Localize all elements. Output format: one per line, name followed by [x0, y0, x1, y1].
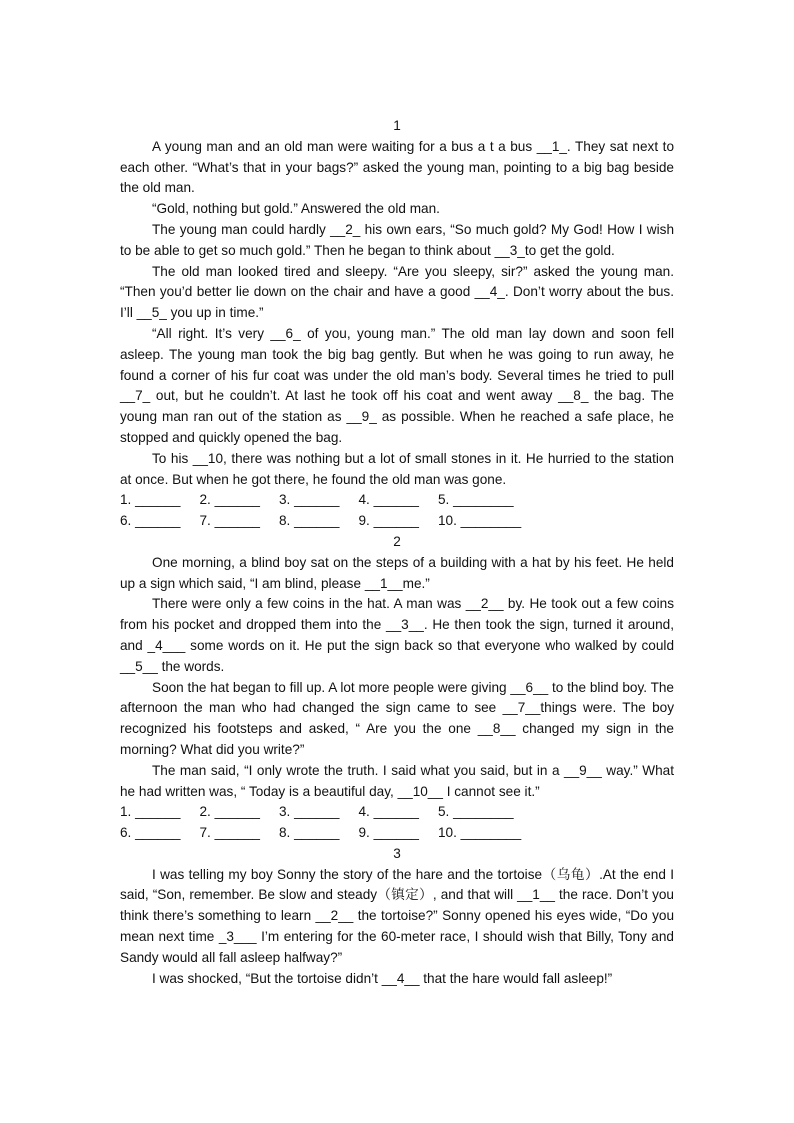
paragraph: I was telling my boy Sonny the story of the hare and the tortoise（乌龟）.At the end I said, “Son, remember. Be slow and steady（镇定）, and that will __1__ the race. Don’t you think there’s something to learn __2__ the tortoise?” Sonny opened his eyes wide, “Do you mean next time _3___ I’m entering for the 60-meter race, I should wish that Billy, Tony and Sandy would all fall asleep halfway?”: [120, 866, 674, 965]
answer-blank[interactable]: 5. ________: [438, 492, 514, 508]
answer-blank[interactable]: 1. ______: [120, 492, 181, 508]
passage-number: 2: [393, 533, 401, 549]
answer-row: [120, 802, 674, 823]
answer-blank[interactable]: 1. ______: [120, 804, 181, 820]
paragraph: “All right. It’s very __6_ of you, young man.” The old man lay down and soon fell asleep. The young man took the big bag gently. But when he was going to run away, he found a corner of his fur coat was under the old man’s body. Several times he tried to pull __7_ out, but he couldn’t. At last he took off his coat and went away __8_ the bag. The young man ran out of the station as __9_ as possible. When he reached a safe place, he stopped and quickly opened the bag.: [120, 325, 674, 445]
answer-blank[interactable]: 7. ______: [199, 513, 260, 529]
passage-number: 3: [393, 845, 401, 861]
answer-blank[interactable]: 3. ______: [279, 804, 340, 820]
paragraph: The man said, “I only wrote the truth. I said what you said, but in a __9__ way.” What he had written was, “ Today is a beautiful day, __10__ I cannot see it.”: [120, 762, 674, 799]
answer-blank[interactable]: 2. ______: [199, 804, 260, 820]
answer-blank[interactable]: 7. ______: [199, 825, 260, 841]
answer-blank[interactable]: 10. ________: [438, 825, 522, 841]
answer-blank[interactable]: 8. ______: [279, 825, 340, 841]
paragraph: To his __10, there was nothing but a lot of small stones in it. He hurried to the station at once. But when he got there, he found the old man was gone.: [120, 450, 674, 487]
paragraph: A young man and an old man were waiting for a bus a t a bus __1_. They sat next to each other. “What’s that in your bags?” asked the young man, pointing to a big bag beside the old man.: [120, 138, 674, 196]
answer-blank[interactable]: 8. ______: [279, 513, 340, 529]
answer-row: [120, 490, 674, 511]
passage-2: [120, 532, 674, 844]
answer-blank[interactable]: 4. ______: [358, 492, 419, 508]
paragraph: The young man could hardly __2_ his own ears, “So much gold? My God! How I wish to be able to get so much gold.” Then he began to think about __3_to get the gold.: [120, 221, 674, 258]
answer-blank[interactable]: 9. ______: [358, 513, 419, 529]
passage-1: [120, 116, 674, 532]
answer-blank[interactable]: 4. ______: [358, 804, 419, 820]
answer-blank[interactable]: 6. ______: [120, 825, 181, 841]
paragraph: Soon the hat began to fill up. A lot more people were giving __6__ to the blind boy. The afternoon the man who had changed the sign came to see __7__things were. The boy recognized his footsteps and asked, “ Are you the one __8__ changed my sign in the morning? What did you write?”: [120, 679, 674, 757]
paragraph: “Gold, nothing but gold.” Answered the old man.: [152, 201, 440, 217]
answer-blank[interactable]: 6. ______: [120, 513, 181, 529]
worksheet-page: [120, 116, 674, 989]
answer-row: [120, 823, 674, 844]
answer-blank[interactable]: 5. ________: [438, 804, 514, 820]
answer-blank[interactable]: 10. ________: [438, 513, 522, 529]
passage-3: [120, 844, 674, 990]
paragraph: The old man looked tired and sleepy. “Are you sleepy, sir?” asked the young man. “Then you’d better lie down on the chair and have a good __4_. Don’t worry about the bus. I’ll __5_ you up in time.”: [120, 263, 674, 321]
answer-blank[interactable]: 9. ______: [358, 825, 419, 841]
paragraph: I was shocked, “But the tortoise didn’t __4__ that the hare would fall asleep!”: [152, 970, 613, 986]
paragraph: There were only a few coins in the hat. A man was __2__ by. He took out a few coins from his pocket and dropped them into the __3__. He then took the sign, turned it around, and _4___ some words on it. He put the sign back so that everyone who walked by could __5__ the words.: [120, 596, 674, 674]
passage-number: 1: [393, 118, 401, 133]
answer-blank[interactable]: 2. ______: [199, 492, 260, 508]
answer-row: [120, 511, 674, 532]
answer-blank[interactable]: 3. ______: [279, 492, 340, 508]
paragraph: One morning, a blind boy sat on the steps of a building with a hat by his feet. He held up a sign which said, “I am blind, please __1__me.”: [120, 554, 674, 591]
